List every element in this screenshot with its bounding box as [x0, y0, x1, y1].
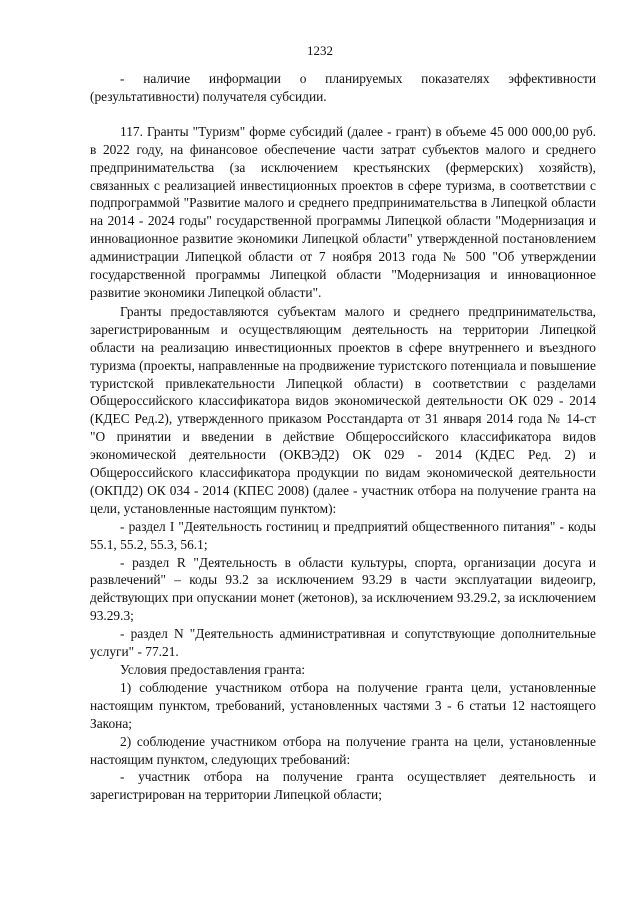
paragraph-grants-provision: Гранты предоставляются субъектам малого и среднего предпринимательства, зарегистрированным и осуществляющим деятельность на территории Липецкой области на реализацию инвестиционных проектов в сфере внутреннего и въездного туризма (проекты, направленные на продвижение туристского потенциала и повышение туристской привлекательности Липецкой области) в соответствии с разделами Общероссийского классификатора видов экономической деятельности ОК 029 - 2014 (КДЕС Ред.2), утвержденного приказом Росстандарта от 31 января 2014 года № 14-ст "О принятии и введении в действие Общероссийского классификатора видов экономической деятельности (ОКВЭД2) ОК 029 - 2014 (КДЕС Ред. 2) и Общероссийского классификатора продукции по видам экономической деятельности (ОКПД2) ОК 034 - 2014 (КПЕС 2008) (далее - участник отбора на получение гранта на цели, установленные настоящим пунктом): — [90, 303, 596, 516]
paragraph-section-i: - раздел I "Деятельность гостиниц и предприятий общественного питания" - коды 55.1, 55.2, 55.3, 56.1; — [90, 518, 596, 552]
paragraph-grant-conditions: Условия предоставления гранта: — [120, 662, 306, 677]
document-body — [90, 70, 596, 804]
paragraph-registration-requirement: - участник отбора на получение гранта осуществляет деятельность и зарегистрирован на территории Липецкой области; — [90, 769, 596, 803]
paragraph-section-r: - раздел R "Деятельность в области культуры, спорта, организации досуга и развлечений" – коды 93.2 за исключением 93.29 в части эксплуатации видеоигр, действующих при опускании монет (жетонов), за исключением 93.29.2, за исключением 93.29.3; — [90, 554, 596, 624]
paragraph-condition-2: 2) соблюдение участником отбора на получение гранта на цели, установленные настоящим пунктом, следующих требований: — [90, 733, 596, 767]
paragraph-117-tourism-grants: 117. Гранты "Туризм" форме субсидий (далее - грант) в объеме 45 000 000,00 руб. в 2022 году, на финансовое обеспечение части затрат субъектов малого и среднего предпринимательства (за исключением крестьянских (фермерских) хозяйств), связанных с реализацией инвестиционных проектов в сфере туризма, в соответствии с подпрограммой "Развитие малого и среднего предпринимательства в Липецкой области на 2014 - 2024 годы" государственной программы Липецкой области "Модернизация и инновационное развитие экономики Липецкой области" утвержденной постановлением администрации Липецкой области от 7 ноября 2013 года № 500 "Об утверждении государственной программы Липецкой области "Модернизация и инновационное развитие экономики Липецкой области". — [90, 123, 596, 300]
page-number: 1232 — [307, 43, 333, 58]
paragraph-section-n: - раздел N "Деятельность административная и сопутствующие дополнительные услуги" - 77.21. — [90, 626, 596, 660]
paragraph-efficiency-info: - наличие информации о планируемых показателях эффективности (результативности) получателя субсидии. — [90, 71, 596, 104]
paragraph-condition-1: 1) соблюдение участником отбора на получение гранта цели, установленные настоящим пунктом, требований, установленных частями 3 - 6 статьи 12 настоящего Закона; — [90, 679, 596, 731]
